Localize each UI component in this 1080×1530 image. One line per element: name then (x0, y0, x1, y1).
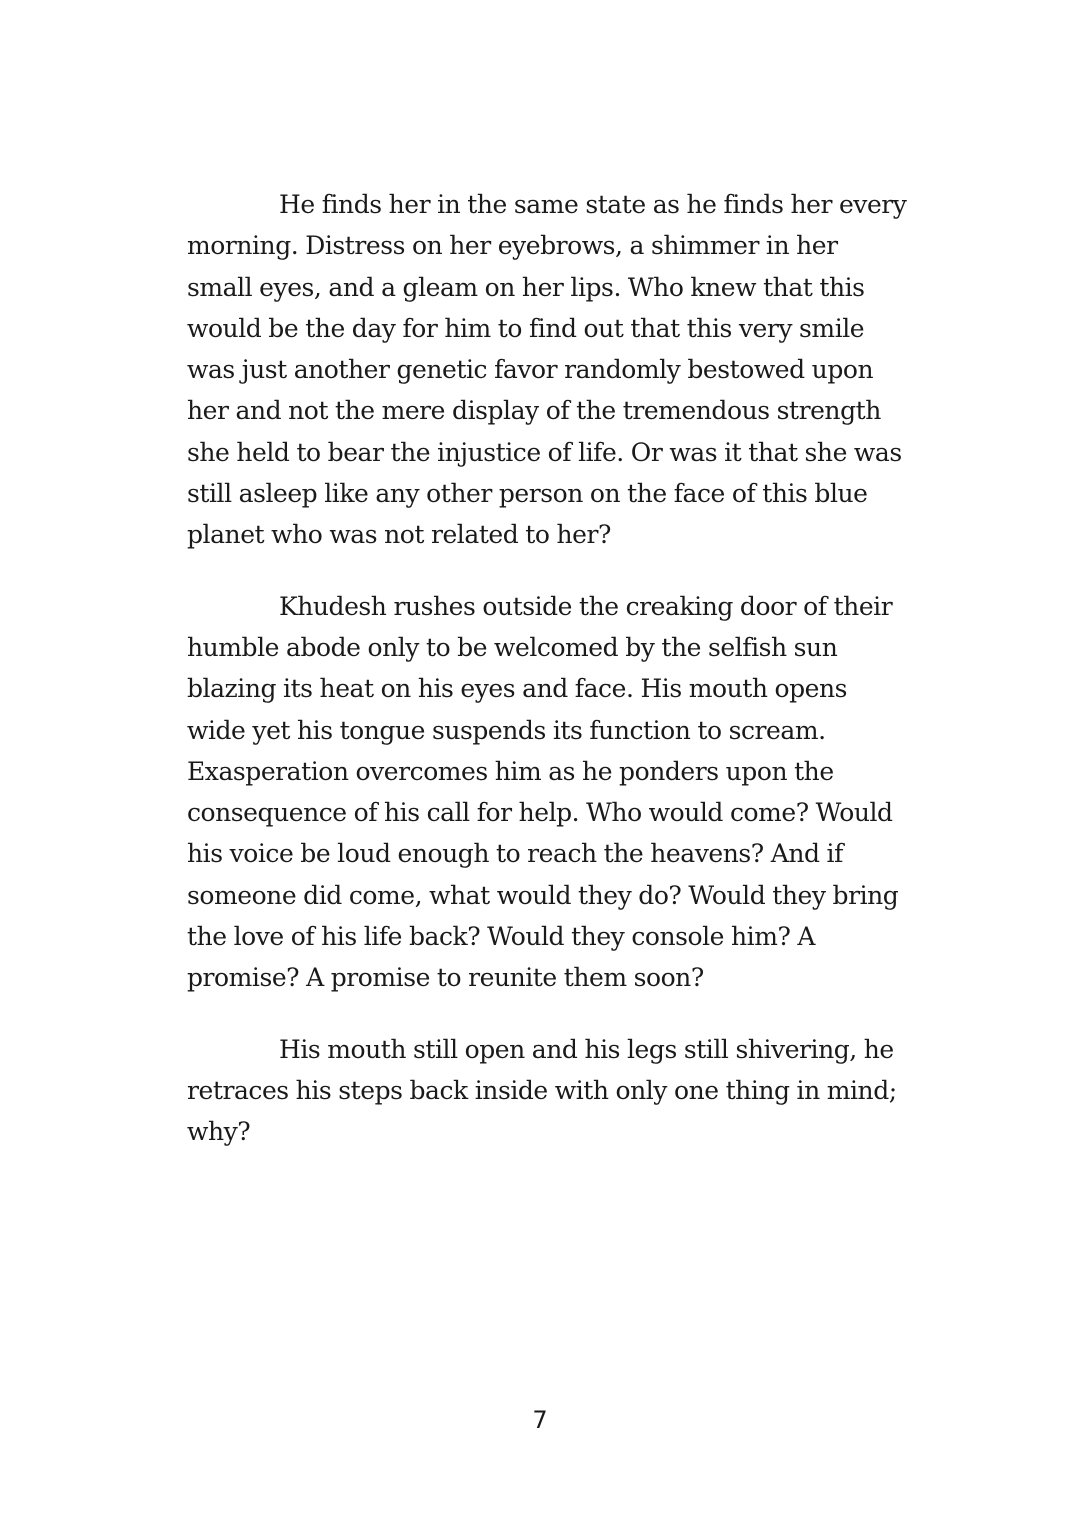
paragraph-3: His mouth still open and his legs still shivering, he retraces his steps back inside with only one thing in mind; why? (187, 1034, 897, 1147)
body-text (187, 184, 907, 1183)
paragraph-2: Khudesh rushes outside the creaking door of their humble abode only to be welcomed by the selfish sun blazing its heat on his eyes and face. His mouth opens wide yet his tongue suspends its function to scream. Exasperation overcomes him as he ponders upon the consequence of his call for help. Who would come? Would his voice be loud enough to reach the heavens? And if someone did come, what would they do? Would they bring the love of his life back? Would they console him? A promise? A promise to reunite them soon? (187, 591, 899, 993)
paragraph-1: He finds her in the same state as he finds her every morning. Distress on her eyebrows, a shimmer in her small eyes, and a gleam on her lips. Who knew that this would be the day for him to find out that this very smile was just another genetic favor randomly bestowed upon her and not the mere display of the tremendous strength she held to bear the injustice of life. Or was it that she was still asleep like any other person on the face of this blue planet who was not related to her? (187, 190, 907, 550)
page-number: 7 (532, 1406, 548, 1434)
